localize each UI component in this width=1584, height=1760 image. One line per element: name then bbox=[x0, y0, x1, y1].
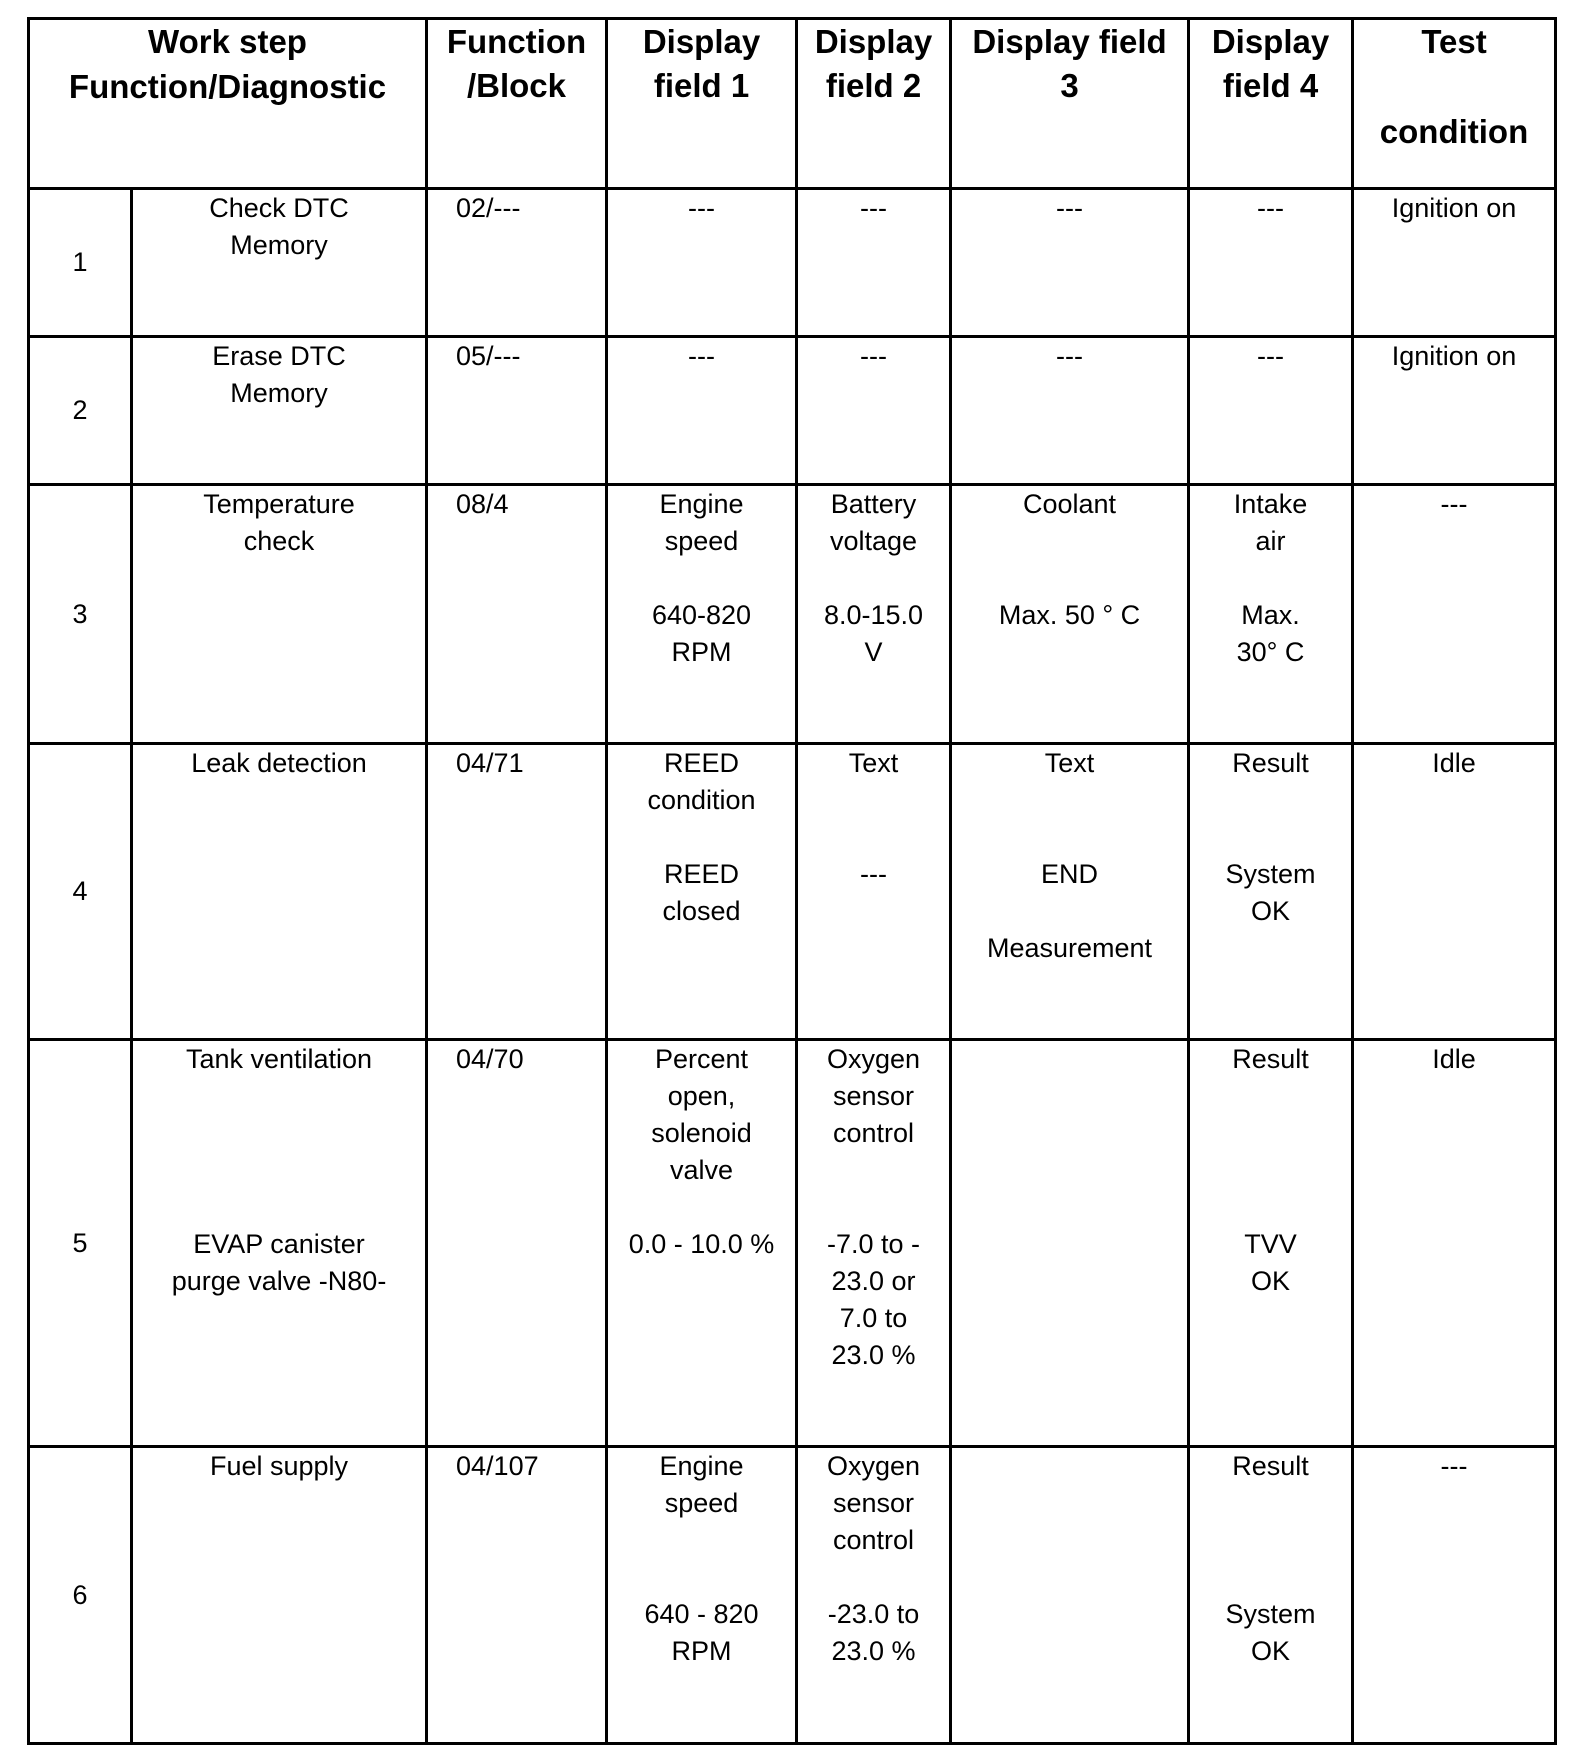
spacer bbox=[952, 523, 1187, 597]
spacer bbox=[952, 782, 1187, 856]
header-display-field-3 bbox=[951, 19, 1189, 189]
header-field1-line2: field 1 bbox=[653, 67, 750, 104]
function-block: 08/4 bbox=[427, 485, 607, 744]
test-condition: --- bbox=[1353, 1447, 1556, 1744]
field-line: -23.0 to bbox=[827, 1599, 920, 1629]
display-field-3 bbox=[951, 337, 1189, 485]
header-field3-line2: 3 bbox=[1060, 67, 1079, 104]
step-description bbox=[132, 337, 427, 485]
header-test-line1: Test bbox=[1421, 23, 1487, 60]
display-field-3 bbox=[951, 1040, 1189, 1447]
display-field-1 bbox=[607, 337, 797, 485]
field-line: valve bbox=[670, 1155, 734, 1185]
field-line: REED bbox=[664, 859, 740, 889]
field-line: Result bbox=[1232, 1451, 1309, 1481]
desc-line: Fuel supply bbox=[209, 1451, 349, 1481]
field-line: RPM bbox=[671, 637, 732, 667]
field-line: RPM bbox=[671, 1636, 732, 1666]
header-field4-line1: Display bbox=[1211, 23, 1330, 60]
table-row bbox=[29, 744, 1556, 1040]
display-field-2 bbox=[797, 744, 951, 1040]
field-line: END bbox=[1041, 859, 1099, 889]
display-field-3 bbox=[951, 485, 1189, 744]
spacer bbox=[952, 893, 1187, 930]
field-line: 23.0 % bbox=[831, 1340, 916, 1370]
step-number: 1 bbox=[29, 189, 132, 337]
header-display-field-1 bbox=[607, 19, 797, 189]
field-line: Measurement bbox=[986, 933, 1153, 963]
spacer bbox=[608, 1522, 795, 1596]
spacer bbox=[798, 1559, 949, 1596]
display-field-4 bbox=[1189, 189, 1353, 337]
test-condition: --- bbox=[1353, 485, 1556, 744]
field-line: TVV bbox=[1244, 1229, 1297, 1259]
spacer bbox=[798, 560, 949, 597]
header-work-step-line1: Work step bbox=[148, 23, 307, 60]
display-field-1 bbox=[607, 485, 797, 744]
desc-line: Memory bbox=[230, 378, 328, 408]
display-field-3 bbox=[951, 1447, 1189, 1744]
desc-line: Leak detection bbox=[191, 748, 367, 778]
field-line: condition bbox=[647, 785, 756, 815]
function-block: 02/--- bbox=[427, 189, 607, 337]
field-line: --- bbox=[688, 341, 715, 371]
field-line: sensor bbox=[832, 1488, 915, 1518]
step-number: 6 bbox=[29, 1447, 132, 1744]
header-field4-line2: field 4 bbox=[1222, 67, 1319, 104]
spacer bbox=[608, 560, 795, 597]
header-test-condition bbox=[1353, 19, 1556, 189]
spacer bbox=[1190, 1189, 1351, 1226]
spacer bbox=[1190, 1078, 1351, 1189]
display-field-1 bbox=[607, 189, 797, 337]
field-line: OK bbox=[1251, 1636, 1291, 1666]
field-line: Oxygen bbox=[826, 1451, 921, 1481]
header-field2-line2: field 2 bbox=[825, 67, 922, 104]
table-row bbox=[29, 1040, 1556, 1447]
field-line: speed bbox=[664, 526, 739, 556]
spacer bbox=[133, 1189, 425, 1226]
field-line: 23.0 or bbox=[831, 1266, 916, 1296]
display-field-2 bbox=[797, 189, 951, 337]
display-field-2 bbox=[797, 1447, 951, 1744]
step-number: 4 bbox=[29, 744, 132, 1040]
header-row bbox=[29, 19, 1556, 189]
desc-line: Check DTC bbox=[209, 193, 349, 223]
field-line: Result bbox=[1232, 748, 1309, 778]
table-row bbox=[29, 337, 1556, 485]
display-field-4 bbox=[1189, 744, 1353, 1040]
header-field2-line1: Display bbox=[814, 23, 933, 60]
field-line: speed bbox=[664, 1488, 739, 1518]
field-line: open, bbox=[667, 1081, 736, 1111]
field-line: --- bbox=[1257, 193, 1284, 223]
field-line: control bbox=[832, 1525, 915, 1555]
field-line: --- bbox=[860, 859, 887, 889]
field-line: System bbox=[1225, 1599, 1316, 1629]
step-description bbox=[132, 485, 427, 744]
field-line: OK bbox=[1251, 896, 1291, 926]
field-line: Intake bbox=[1233, 489, 1308, 519]
header-function-block-line1: Function bbox=[446, 23, 587, 60]
step-number: 2 bbox=[29, 337, 132, 485]
spacer bbox=[798, 782, 949, 856]
field-line: control bbox=[832, 1118, 915, 1148]
header-work-step-line2: Function/Diagnostic bbox=[68, 68, 387, 105]
field-line: --- bbox=[860, 341, 887, 371]
table-row bbox=[29, 1447, 1556, 1744]
spacer bbox=[1190, 1485, 1351, 1596]
desc-line: Temperature bbox=[203, 489, 355, 519]
field-line: 7.0 to bbox=[839, 1303, 908, 1333]
table-row bbox=[29, 189, 1556, 337]
field-line: System bbox=[1225, 859, 1316, 889]
field-line: 640 - 820 bbox=[644, 1599, 759, 1629]
display-field-2 bbox=[797, 485, 951, 744]
field-line: Battery bbox=[830, 489, 917, 519]
diagnostic-table bbox=[27, 17, 1557, 1745]
header-function-block bbox=[427, 19, 607, 189]
desc-line: check bbox=[243, 526, 315, 556]
field-line: Max. bbox=[1241, 600, 1300, 630]
field-line: Result bbox=[1232, 1044, 1309, 1074]
display-field-1 bbox=[607, 1040, 797, 1447]
field-line: --- bbox=[688, 193, 715, 223]
step-number: 5 bbox=[29, 1040, 132, 1447]
desc-line: EVAP canister bbox=[193, 1229, 365, 1259]
step-description bbox=[132, 744, 427, 1040]
field-line: --- bbox=[1257, 341, 1284, 371]
field-line: closed bbox=[662, 896, 741, 926]
field-line: sensor bbox=[832, 1081, 915, 1111]
header-display-field-4 bbox=[1189, 19, 1353, 189]
field-line: voltage bbox=[829, 526, 918, 556]
display-field-4 bbox=[1189, 1447, 1353, 1744]
display-field-3 bbox=[951, 189, 1189, 337]
test-condition: Ignition on bbox=[1353, 189, 1556, 337]
desc-line: Tank ventilation bbox=[185, 1044, 373, 1074]
spacer bbox=[1190, 560, 1351, 597]
field-line: Text bbox=[848, 748, 899, 778]
desc-line: Memory bbox=[230, 230, 328, 260]
header-test-line2: condition bbox=[1379, 113, 1529, 150]
function-block: 04/71 bbox=[427, 744, 607, 1040]
field-line: Percent bbox=[654, 1044, 749, 1074]
header-display-field-2 bbox=[797, 19, 951, 189]
function-block: 05/--- bbox=[427, 337, 607, 485]
test-condition: Idle bbox=[1353, 1040, 1556, 1447]
test-condition: Idle bbox=[1353, 744, 1556, 1040]
step-number: 3 bbox=[29, 485, 132, 744]
header-field3-line1: Display field bbox=[972, 23, 1167, 60]
display-field-1 bbox=[607, 744, 797, 1040]
field-line: 640-820 bbox=[651, 600, 752, 630]
field-line: Engine bbox=[659, 1451, 744, 1481]
field-line: air bbox=[1255, 526, 1286, 556]
field-line: Max. 50 ° C bbox=[998, 600, 1141, 630]
display-field-2 bbox=[797, 337, 951, 485]
field-line: OK bbox=[1251, 1266, 1291, 1296]
display-field-2 bbox=[797, 1040, 951, 1447]
field-line: 30° C bbox=[1236, 637, 1305, 667]
header-field1-line1: Display bbox=[642, 23, 761, 60]
step-description bbox=[132, 1447, 427, 1744]
test-condition: Ignition on bbox=[1353, 337, 1556, 485]
field-line: Text bbox=[1044, 748, 1095, 778]
function-block: 04/70 bbox=[427, 1040, 607, 1447]
field-line: --- bbox=[860, 193, 887, 223]
field-line: Oxygen bbox=[826, 1044, 921, 1074]
desc-line: purge valve -N80- bbox=[171, 1266, 387, 1296]
display-field-4 bbox=[1189, 337, 1353, 485]
field-line: 8.0-15.0 bbox=[823, 600, 924, 630]
display-field-1 bbox=[607, 1447, 797, 1744]
spacer bbox=[133, 1078, 425, 1189]
field-line: Engine bbox=[659, 489, 744, 519]
table-row bbox=[29, 485, 1556, 744]
field-line: V bbox=[864, 637, 883, 667]
spacer bbox=[798, 1152, 949, 1226]
field-line: solenoid bbox=[651, 1118, 752, 1148]
desc-line: Erase DTC bbox=[212, 341, 346, 371]
field-line: --- bbox=[1056, 193, 1083, 223]
spacer bbox=[1190, 782, 1351, 856]
spacer bbox=[608, 1189, 795, 1226]
spacer bbox=[608, 819, 795, 856]
field-line: Coolant bbox=[1022, 489, 1117, 519]
field-line: -7.0 to - bbox=[826, 1229, 921, 1259]
function-block: 04/107 bbox=[427, 1447, 607, 1744]
display-field-4 bbox=[1189, 485, 1353, 744]
header-function-block-line2: /Block bbox=[466, 67, 567, 104]
field-line: 23.0 % bbox=[831, 1636, 916, 1666]
header-work-step bbox=[29, 19, 427, 189]
step-description bbox=[132, 1040, 427, 1447]
display-field-3 bbox=[951, 744, 1189, 1040]
field-line: --- bbox=[1056, 341, 1083, 371]
step-description bbox=[132, 189, 427, 337]
field-line: 0.0 - 10.0 % bbox=[628, 1229, 775, 1259]
display-field-4 bbox=[1189, 1040, 1353, 1447]
field-line: REED bbox=[664, 748, 740, 778]
